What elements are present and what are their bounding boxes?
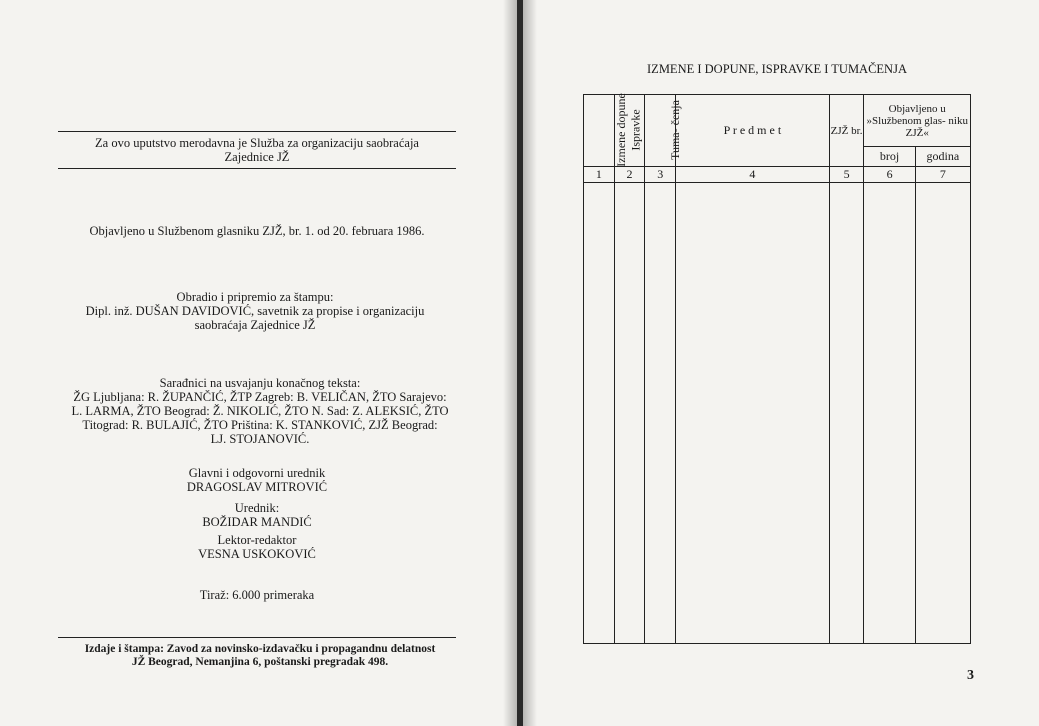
table-cell xyxy=(614,183,645,644)
collaborators-line-4: Titograd: R. BULAJIĆ, ŽTO Priština: K. STANKOVIĆ, ZJŽ Beograd: xyxy=(82,418,438,432)
chief-editor-name: DRAGOSLAV MITROVIĆ xyxy=(186,480,328,494)
table-cell xyxy=(645,183,676,644)
table-cell xyxy=(584,183,615,644)
gutter-shadow xyxy=(523,0,537,726)
chief-editor xyxy=(58,466,456,494)
chief-editor-role: Glavni i odgovorni urednik xyxy=(188,466,326,480)
table-body-row xyxy=(584,183,971,644)
header-tumacenja: Tuma- čenja xyxy=(645,95,676,167)
header-izmene: Izmene dopune xyxy=(584,95,615,167)
changes-table xyxy=(583,94,971,644)
header-predmet: P r e d m e t xyxy=(676,95,830,167)
column-number: 7 xyxy=(915,167,970,183)
table-cell xyxy=(915,183,970,644)
header-objavljeno: Objavljeno u »Službenom glas- niku ZJŽ« xyxy=(864,95,971,147)
prepared-line-1: Obradio i pripremio za štampu: xyxy=(176,290,334,304)
column-number: 1 xyxy=(584,167,615,183)
lector-role: Lektor-redaktor xyxy=(217,533,297,547)
table-cell xyxy=(676,183,830,644)
column-number: 4 xyxy=(676,167,830,183)
collaborators xyxy=(40,376,480,446)
collaborators-line-2: ŽG Ljubljana: R. ŽUPANČIĆ, ŽTP Zagreb: B. VELIČAN, ŽTO Sarajevo: xyxy=(73,390,447,404)
column-number-row xyxy=(584,167,971,183)
right-page xyxy=(523,0,1039,726)
prepared-line-2: Dipl. inž. DUŠAN DAVIDOVIĆ, savetnik za propise i organizaciju xyxy=(85,304,425,318)
imprint-line-2: JŽ Beograd, Nemanjina 6, poštanski pregradak 498. xyxy=(131,656,389,668)
imprint xyxy=(40,643,480,669)
gutter-shadow xyxy=(503,0,517,726)
authority-note xyxy=(58,136,456,164)
header-broj: broj xyxy=(864,147,915,167)
imprint-rule-top xyxy=(58,637,456,638)
column-number: 2 xyxy=(614,167,645,183)
collaborators-line-5: LJ. STOJANOVIĆ. xyxy=(210,432,310,446)
editor-role: Urednik: xyxy=(234,501,280,515)
table-cell xyxy=(829,183,864,644)
column-number: 6 xyxy=(864,167,915,183)
header-godina: godina xyxy=(915,147,970,167)
lector xyxy=(58,533,456,561)
header-zjz: ZJŽ br. xyxy=(829,95,864,167)
column-number: 3 xyxy=(645,167,676,183)
page-title: IZMENE I DOPUNE, ISPRAVKE I TUMAČENJA xyxy=(647,62,907,76)
page-number: 3 xyxy=(967,668,974,683)
prepared-by xyxy=(40,290,470,332)
left-page xyxy=(0,0,517,726)
collaborators-heading: Sarađnici na usvajanju konačnog teksta: xyxy=(159,376,361,390)
column-number: 5 xyxy=(829,167,864,183)
imprint-line-1: Izdaje i štampa: Zavod za novinsko-izdavačku i propagandnu delatnost xyxy=(84,643,436,655)
prepared-line-3: saobraćaja Zajednice JŽ xyxy=(194,318,316,332)
editor xyxy=(58,501,456,529)
print-run: Tiraž: 6.000 primeraka xyxy=(199,588,315,602)
editor-name: BOŽIDAR MANDIĆ xyxy=(202,515,312,529)
authority-line-1: Za ovo uputstvo merodavna je Služba za organizaciju saobraćaja xyxy=(95,136,419,150)
table-cell xyxy=(864,183,915,644)
authority-rule xyxy=(58,168,456,169)
lector-name: VESNA USKOKOVIĆ xyxy=(198,547,316,561)
publication-note: Objavljeno u Službenom glasniku ZJŽ, br. 1. od 20. februara 1986. xyxy=(89,224,425,238)
top-rule xyxy=(58,131,456,132)
header-row xyxy=(584,95,971,147)
authority-line-2: Zajednice JŽ xyxy=(224,150,290,164)
collaborators-line-3: L. LARMA, ŽTO Beograd: Ž. NIKOLIĆ, ŽTO N. Sad: Z. ALEKSIĆ, ŽTO xyxy=(71,404,449,418)
header-ispravke: Ispravke xyxy=(614,95,645,167)
